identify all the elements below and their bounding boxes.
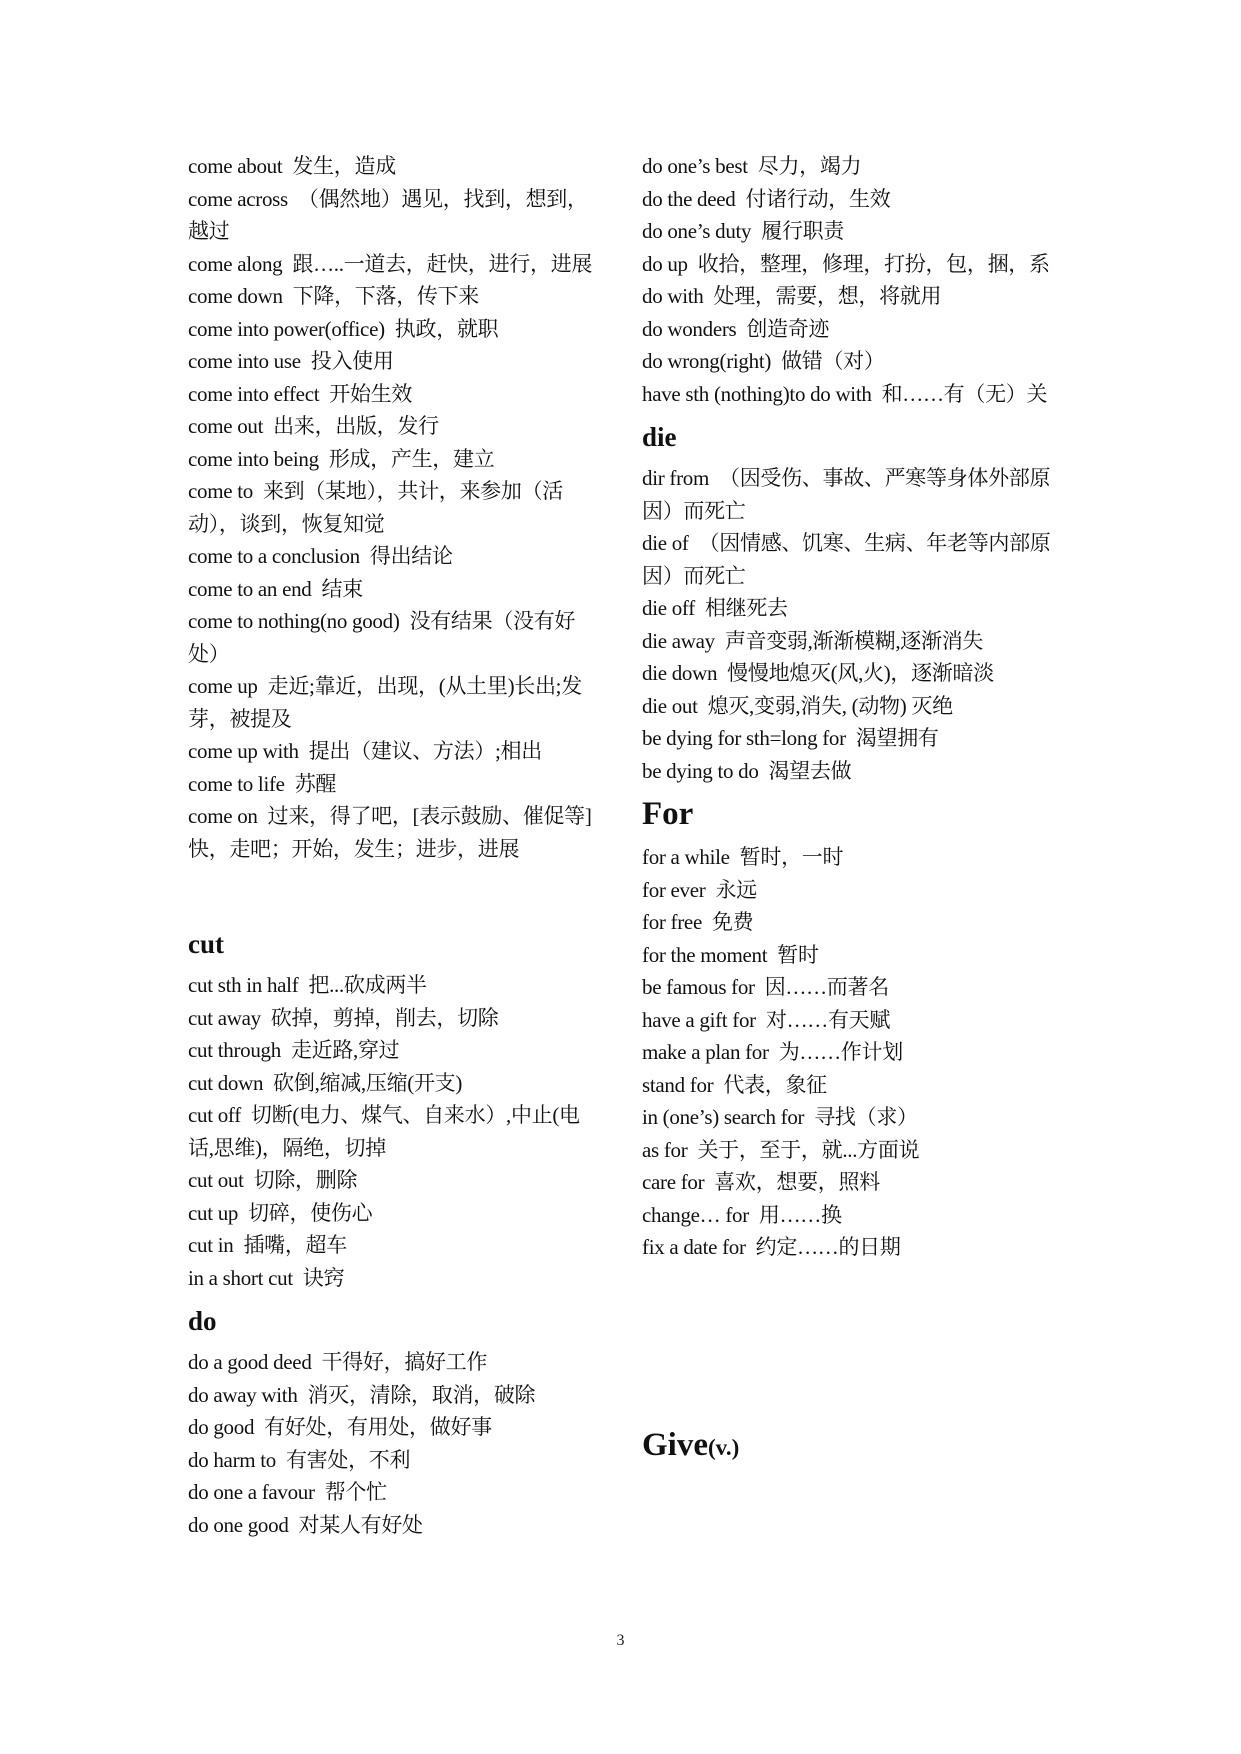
phrase-entry	[188, 1379, 604, 1412]
phrase-chinese: 做错（对）	[781, 349, 885, 373]
phrase-english: for ever	[642, 877, 706, 902]
phrase-chinese: 和……有（无）关	[881, 381, 1048, 406]
phrase-english: come into being	[188, 446, 319, 471]
phrase-english: do one good	[188, 1512, 289, 1537]
phrase-english: come into effect	[188, 381, 320, 406]
phrase-english: do a good deed	[188, 1350, 312, 1374]
phrase-entry	[188, 969, 604, 1002]
phrase-entry	[642, 874, 1060, 907]
phrase-entry	[188, 768, 604, 801]
phrase-english: do one a favour	[188, 1480, 315, 1504]
phrase-entry	[188, 183, 604, 248]
phrase-english: come along	[188, 251, 283, 276]
phrase-entry	[188, 443, 604, 476]
phrase-entry	[642, 1069, 1060, 1102]
phrase-entry	[642, 657, 1060, 690]
phrase-english: be dying for sth=long for	[642, 726, 846, 750]
phrase-english: come to a conclusion	[188, 544, 360, 568]
phrase-entry	[188, 800, 604, 865]
phrase-chinese: 跟…..一道去，赶快，进行，进展	[292, 251, 593, 276]
phrase-chinese: 对某人有好处	[298, 1512, 423, 1537]
phrase-english: in a short cut	[188, 1265, 293, 1290]
phrase-english: come across	[188, 186, 288, 211]
phrase-chinese: 开始生效	[329, 381, 413, 406]
phrase-chinese: 代表，象征	[723, 1072, 827, 1097]
phrase-english: come up with	[188, 739, 299, 763]
phrase-entry	[188, 313, 604, 346]
phrase-entry	[188, 735, 604, 768]
phrase-chinese: 切断(电力、煤气、自来水）,中止(电话,思维)，隔绝，切掉	[188, 1103, 580, 1160]
phrase-chinese: 因……而著名	[764, 975, 889, 999]
section-spacer	[188, 865, 604, 917]
phrase-entry	[188, 1034, 604, 1067]
phrase-entry	[642, 462, 1060, 527]
phrase-chinese: 执政，就职	[394, 316, 499, 341]
phrase-english: die away	[642, 628, 715, 653]
phrase-chinese: 为……作计划	[778, 1040, 903, 1064]
phrase-entry	[188, 280, 604, 313]
section-spacer	[642, 1264, 1060, 1418]
phrase-english: die out	[642, 693, 698, 718]
phrase-entry	[642, 690, 1060, 723]
phrase-entry	[188, 475, 604, 540]
section-heading	[642, 1424, 1060, 1469]
phrase-entry	[188, 540, 604, 573]
phrase-english: do wrong(right)	[642, 349, 772, 373]
phrase-chinese: 关于，至于，就...方面说	[697, 1137, 920, 1162]
phrase-entry	[188, 1229, 604, 1262]
phrase-english: come into use	[188, 349, 301, 373]
phrase-english: do up	[642, 251, 688, 276]
right-column	[642, 150, 1060, 1475]
phrase-chinese: 暂时，一时	[739, 845, 844, 869]
phrase-chinese: 尽力，竭力	[757, 154, 862, 178]
phrase-entry	[642, 527, 1060, 592]
phrase-chinese: 苏醒	[294, 771, 337, 796]
phrase-chinese: 没有结果（没有好处）	[188, 609, 576, 666]
phrase-entry	[188, 1411, 604, 1444]
phrase-entry	[188, 1262, 604, 1295]
phrase-english: do with	[642, 284, 704, 308]
phrase-english: come to	[188, 479, 253, 503]
phrase-chinese: 诀窍	[302, 1265, 345, 1290]
phrase-entry	[642, 378, 1060, 411]
phrase-chinese: 下降，下落，传下来	[292, 284, 480, 308]
phrase-english: do good	[188, 1415, 255, 1439]
phrase-english: cut in	[188, 1233, 234, 1257]
phrase-chinese: 发生，造成	[292, 154, 396, 178]
phrase-english: do away with	[188, 1382, 298, 1407]
phrase-english: come into power(office)	[188, 316, 385, 341]
phrase-chinese: 帮个忙	[324, 1480, 387, 1504]
phrase-chinese: 处理，需要，想，将就用	[713, 284, 942, 308]
phrase-chinese: 免费	[711, 910, 754, 934]
phrase-entry	[188, 605, 604, 670]
phrase-english: cut away	[188, 1005, 261, 1030]
phrase-entry	[642, 248, 1060, 281]
phrase-english: die of	[642, 531, 689, 555]
phrase-entry	[642, 183, 1060, 216]
phrase-english: come about	[188, 154, 283, 178]
phrase-chinese: 走近;靠近，出现，(从土里)长出;发芽，被提及	[188, 674, 582, 731]
phrase-chinese: 提出（建议、方法）;相出	[308, 739, 542, 763]
phrase-english: come to life	[188, 771, 285, 796]
section-heading-text: Give	[642, 1426, 708, 1463]
phrase-entry	[188, 1444, 604, 1477]
phrase-chinese: 有害处，不利	[285, 1447, 411, 1472]
phrase-entry	[188, 573, 604, 606]
phrase-entry	[642, 755, 1060, 788]
phrase-chinese: 砍倒,缩减,压缩(开支)	[273, 1070, 463, 1095]
phrase-chinese: 约定……的日期	[755, 1235, 901, 1259]
phrase-chinese: 切除，删除	[253, 1168, 358, 1192]
phrase-entry	[642, 1199, 1060, 1232]
phrase-chinese: 得出结论	[369, 544, 453, 568]
phrase-entry	[188, 378, 604, 411]
phrase-english: care for	[642, 1170, 705, 1194]
phrase-english: cut through	[188, 1038, 281, 1062]
phrase-english: come on	[188, 804, 258, 828]
phrase-english: cut out	[188, 1168, 244, 1192]
phrase-entry	[642, 345, 1060, 378]
phrase-english: come to nothing(no good)	[188, 609, 400, 633]
phrase-entry	[188, 1197, 604, 1230]
page-number: 3	[616, 1632, 625, 1649]
phrase-entry	[642, 215, 1060, 248]
phrase-entry	[642, 841, 1060, 874]
phrase-english: as for	[642, 1137, 688, 1162]
phrase-chinese: 把...砍成两半	[308, 973, 427, 997]
phrase-english: fix a date for	[642, 1235, 746, 1259]
phrase-chinese: 创造奇迹	[746, 316, 830, 341]
phrase-entry	[188, 1099, 604, 1164]
phrase-english: be dying to do	[642, 758, 759, 783]
phrase-entry	[188, 248, 604, 281]
phrase-chinese: 渴望拥有	[855, 726, 939, 750]
phrase-english: do one’s best	[642, 154, 748, 178]
phrase-entry	[188, 1476, 604, 1509]
phrase-chinese: （偶然地）遇见，找到，想到，越过	[188, 186, 588, 243]
phrase-english: be famous for	[642, 975, 755, 999]
phrase-english: do wonders	[642, 316, 737, 341]
phrase-entry	[188, 345, 604, 378]
phrase-english: make a plan for	[642, 1040, 769, 1064]
phrase-english: cut down	[188, 1070, 264, 1095]
section-heading-suffix: (v.)	[707, 1434, 740, 1460]
phrase-entry	[642, 313, 1060, 346]
phrase-chinese: 慢慢地熄灭(风,火)，逐渐暗淡	[727, 661, 994, 685]
phrase-entry	[188, 670, 604, 735]
phrase-chinese: 喜欢，想要，照料	[714, 1170, 880, 1194]
phrase-chinese: 收拾，整理，修理，打扮，包，捆，系	[697, 251, 1050, 276]
phrase-chinese: 形成，产生，建立	[328, 446, 495, 471]
phrase-english: stand for	[642, 1072, 714, 1097]
phrase-entry	[642, 971, 1060, 1004]
phrase-chinese: 有好处，有用处，做好事	[264, 1415, 492, 1439]
phrase-chinese: 渴望去做	[768, 758, 852, 783]
phrase-english: in (one’s) search for	[642, 1105, 805, 1129]
phrase-english: do the deed	[642, 186, 736, 211]
phrase-entry	[642, 722, 1060, 755]
phrase-entry	[188, 150, 604, 183]
phrase-chinese: 永远	[715, 877, 757, 902]
phrase-entry	[188, 1346, 604, 1379]
phrase-entry	[642, 1231, 1060, 1264]
phrase-chinese: 出来，出版，发行	[273, 414, 439, 438]
phrase-chinese: 用……换	[758, 1202, 842, 1227]
section-heading: cut	[188, 929, 224, 959]
phrase-entry	[642, 625, 1060, 658]
phrase-entry	[188, 1002, 604, 1035]
phrase-english: cut up	[188, 1200, 239, 1225]
phrase-chinese: 相继死去	[704, 596, 788, 620]
phrase-entry	[188, 1067, 604, 1100]
section-heading: For	[642, 796, 694, 832]
phrase-chinese: 暂时	[777, 942, 819, 967]
phrase-chinese: 熄灭,变弱,消失, (动物) 灭绝	[707, 693, 953, 718]
phrase-english: die down	[642, 661, 718, 685]
phrase-entry	[188, 1509, 604, 1542]
phrase-entry	[188, 1164, 604, 1197]
phrase-english: change… for	[642, 1202, 749, 1227]
phrase-english: die off	[642, 596, 695, 620]
section-heading: die	[642, 422, 677, 452]
phrase-english: have a gift for	[642, 1007, 756, 1032]
phrase-chinese: 走近路,穿过	[290, 1038, 400, 1062]
phrase-chinese: 插嘴，超车	[243, 1233, 347, 1257]
section-heading: do	[188, 1306, 217, 1336]
phrase-chinese: 干得好，搞好工作	[321, 1350, 488, 1374]
phrase-entry	[642, 1134, 1060, 1167]
phrase-chinese: 结束	[321, 576, 363, 601]
phrase-english: come down	[188, 284, 283, 308]
phrase-chinese: 投入使用	[310, 349, 394, 373]
phrase-entry	[642, 939, 1060, 972]
phrase-chinese: 过来，得了吧，[表示鼓励、催促等]快，走吧；开始，发生；进步，进展	[188, 804, 592, 861]
phrase-english: come up	[188, 674, 258, 698]
phrase-english: cut off	[188, 1103, 241, 1127]
phrase-chinese: 对……有天赋	[765, 1007, 891, 1032]
phrase-english: come out	[188, 414, 264, 438]
phrase-english: have sth (nothing)to do with	[642, 381, 872, 406]
phrase-chinese: 砍掉，剪掉，削去，切除	[270, 1005, 499, 1030]
phrase-english: for a while	[642, 845, 730, 869]
phrase-english: for free	[642, 910, 702, 934]
phrase-english: do one’s duty	[642, 219, 752, 243]
phrase-english: come to an end	[188, 576, 312, 601]
phrase-entry	[642, 1166, 1060, 1199]
phrase-chinese: 寻找（求）	[814, 1105, 918, 1129]
phrase-chinese: 切碎，使伤心	[248, 1200, 373, 1225]
phrase-chinese: 消灭，清除，取消，破除	[307, 1382, 536, 1407]
phrase-entry	[188, 410, 604, 443]
phrase-entry	[642, 1101, 1060, 1134]
phrase-entry	[642, 906, 1060, 939]
phrase-entry	[642, 592, 1060, 625]
phrase-chinese: 付诸行动，生效	[745, 186, 891, 211]
phrase-english: dir from	[642, 466, 709, 490]
phrase-english: do harm to	[188, 1447, 276, 1472]
phrase-chinese: 声音变弱,渐渐模糊,逐渐消失	[724, 628, 984, 653]
phrase-entry	[642, 1036, 1060, 1069]
phrase-english: cut sth in half	[188, 973, 299, 997]
phrase-chinese: 履行职责	[761, 219, 845, 243]
phrase-entry	[642, 280, 1060, 313]
phrase-entry	[642, 150, 1060, 183]
left-column	[188, 150, 604, 1541]
phrase-chinese: 来到（某地），共计，来参加（活动），谈到，恢复知觉	[188, 479, 563, 536]
phrase-english: for the moment	[642, 942, 768, 967]
phrase-entry	[642, 1004, 1060, 1037]
phrase-chinese: （因受伤、事故、严寒等身体外部原因）而死亡	[642, 466, 1051, 523]
phrase-chinese: （因情感、饥寒、生病、年老等内部原因）而死亡	[642, 531, 1051, 588]
